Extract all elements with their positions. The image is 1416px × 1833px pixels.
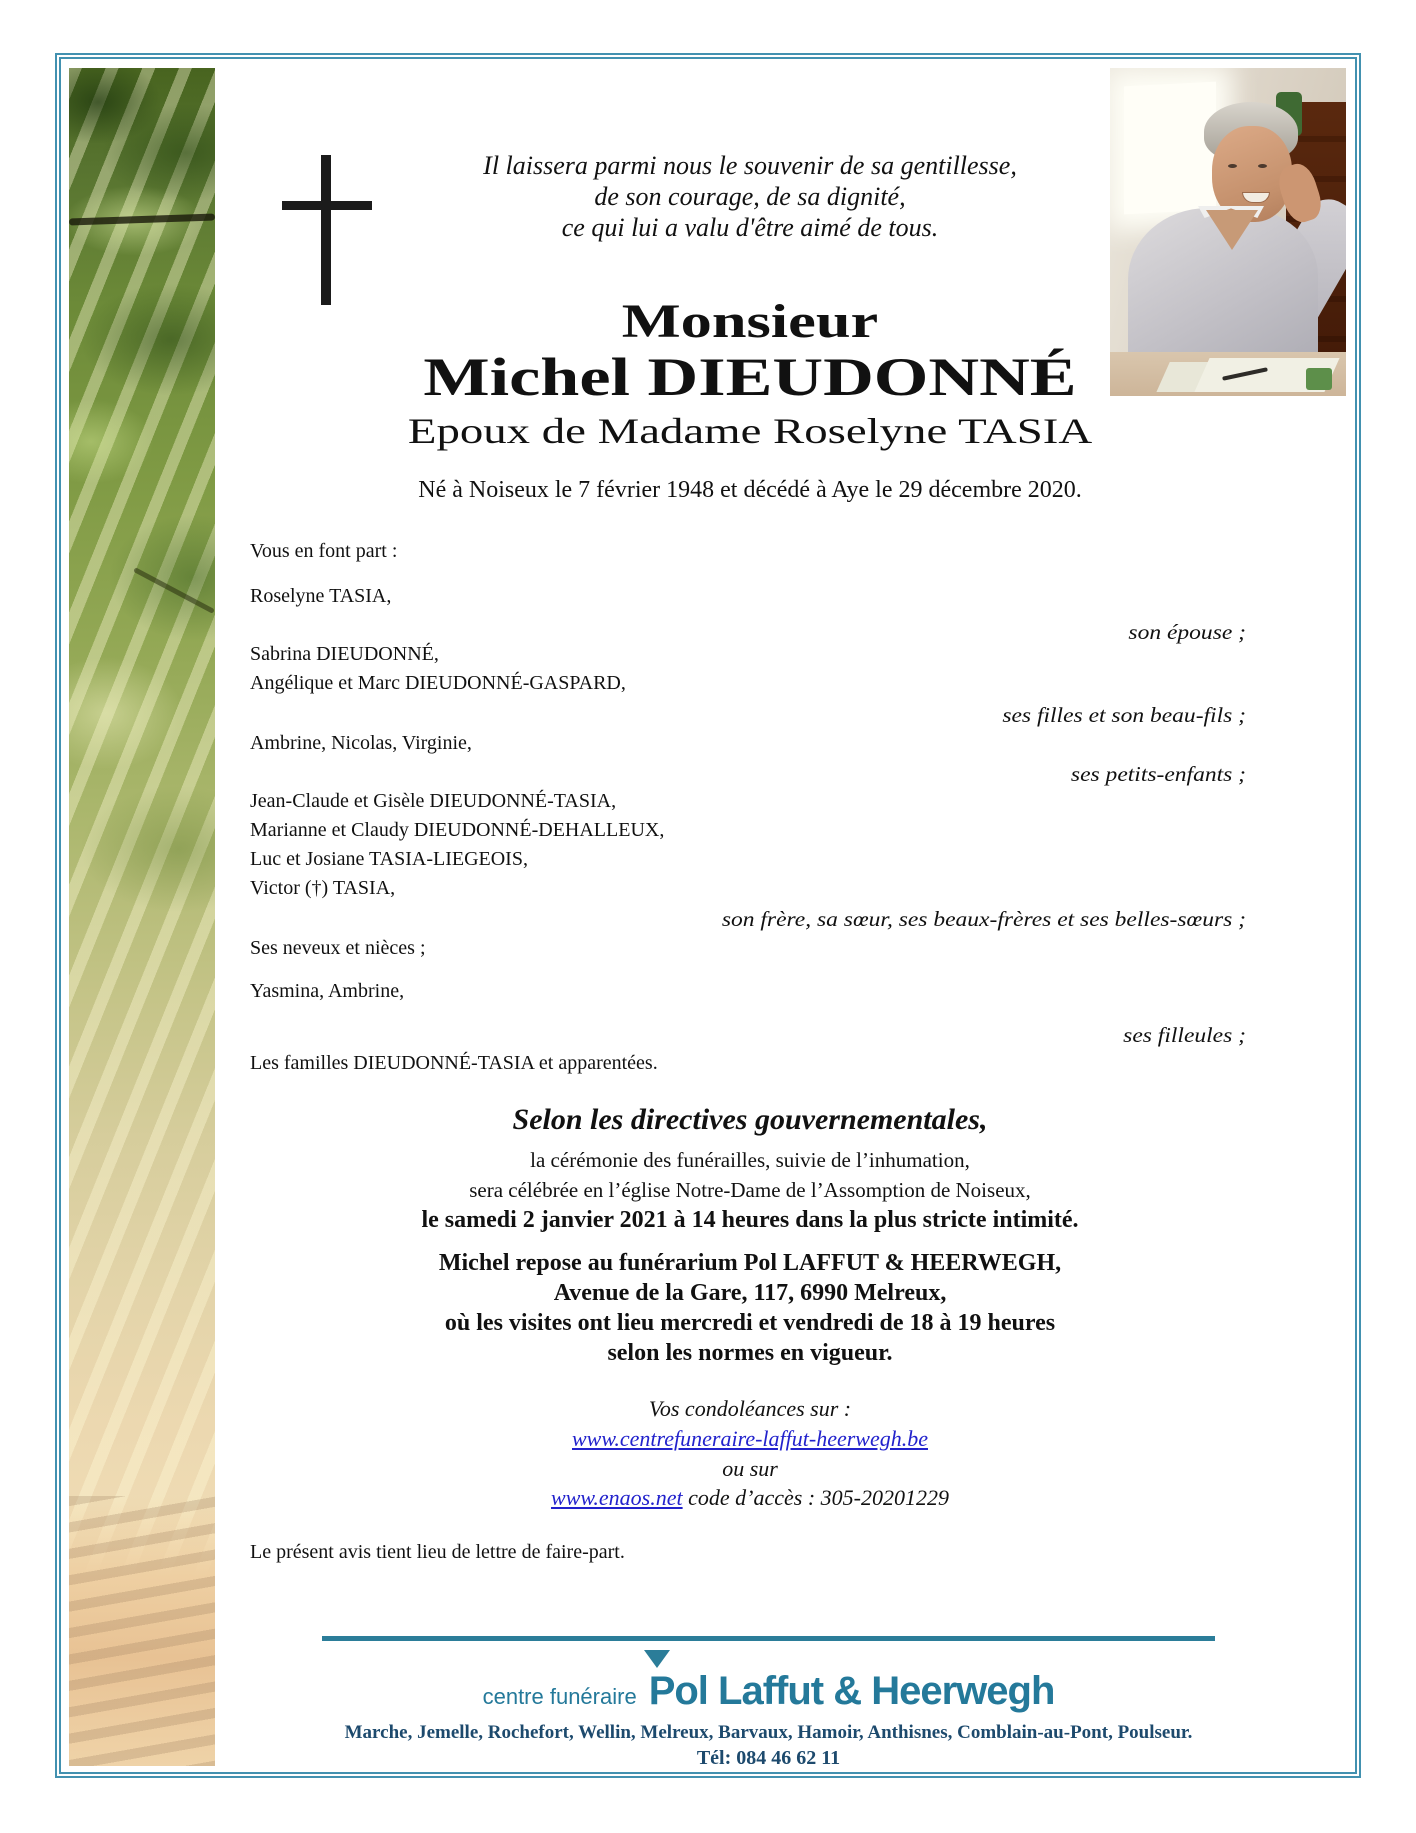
visits-line2: selon les normes en vigueur. [607,1340,893,1366]
spouse-subtitle: Epoux de Madame Roselyne TASIA [407,411,1093,451]
tree-branch [133,567,215,614]
enaos-link[interactable]: www.enaos.net [551,1485,683,1510]
family-line: Luc et Josiane TASIA-LIEGEOIS, [250,848,528,870]
eye [1258,164,1267,168]
ceremony-line: sera célébrée en l’église Notre-Dame de l’Assomption de Noiseux, [469,1178,1031,1202]
condolences-label: Vos condoléances sur : [648,1396,852,1421]
relation-label: ses petits-enfants ; [1070,762,1246,786]
sunlit-path [69,1496,215,1766]
title-monsieur: Monsieur [621,295,879,348]
funerarium-line: Michel repose au funérarium Pol LAFFUT & HEERWEGH, [438,1250,1062,1276]
family-line: Ambrine, Nicolas, Virginie, [250,732,472,754]
brand-small-label: centre funéraire [482,1684,637,1709]
ceremony-line: la cérémonie des funérailles, suivie de l’inhumation, [530,1148,970,1172]
relation-label: ses filles et son beau-fils ; [1002,703,1246,727]
family-line: Roselyne TASIA, [250,585,392,607]
birth-death-line: Né à Noiseux le 7 février 1948 et décédé à Aye le 29 décembre 2020. [418,477,1082,503]
family-line: Jean-Claude et Gisèle DIEUDONNÉ-TASIA, [250,790,617,812]
family-line: Ses neveux et nièces ; [250,937,426,959]
intro-line: Vous en font part : [250,540,398,562]
access-code: code d’accès : 305-20201229 [682,1485,949,1510]
family-line: Victor (†) TASIA, [250,877,396,899]
directives-heading: Selon les directives gouvernementales, [512,1103,988,1136]
footer-phone: Tél: 084 46 62 11 [696,1747,841,1769]
families-line: Les familles DIEUDONNÉ-TASIA et apparentées. [250,1052,658,1074]
funeral-home-footer [322,1636,1215,1770]
relation-label: son frère, sa sœur, ses beaux-frères et ses belles-sœurs ; [721,907,1246,931]
deceased-name: Michel DIEUDONNÉ [423,347,1077,407]
funerarium-address: Avenue de la Gare, 117, 6990 Melreux, [553,1280,947,1306]
faire-part-notice: Le présent avis tient lieu de lettre de faire-part. [250,1541,625,1563]
footer-cities: Marche, Jemelle, Rochefort, Wellin, Melreux, Barvaux, Hamoir, Anthisnes, Comblain-au-Pont, Poulseur. [344,1722,1193,1743]
memorial-quote-line2: de son courage, de sa dignité, [594,182,906,211]
memorial-quote-line1: Il laissera parmi nous le souvenir de sa gentillesse, [483,151,1017,180]
family-line: Sabrina DIEUDONNÉ, [250,643,439,665]
relation-label: ses filleules ; [1123,1023,1246,1047]
visits-line: où les visites ont lieu mercredi et vendredi de 18 à 19 heures [444,1310,1056,1336]
brand-name: Pol Laffut & Heerwegh [648,1669,1055,1713]
family-line: Yasmina, Ambrine, [250,980,405,1002]
footer-brand [322,1641,1215,1714]
ou-sur-label: ou sur [722,1456,778,1481]
family-line: Marianne et Claudy DIEUDONNÉ-DEHALLEUX, [250,819,665,841]
ceremony-date-line: le samedi 2 janvier 2021 à 14 heures dans la plus stricte intimité. [421,1207,1079,1233]
down-triangle-icon [644,1650,670,1668]
condolences-link[interactable]: www.centrefuneraire-laffut-heerwegh.be [572,1426,928,1451]
tree-branch [69,213,215,225]
memorial-quote-line3: ce qui lui a valu d'être aimé de tous. [561,213,939,242]
family-line: Angélique et Marc DIEUDONNÉ-GASPARD, [250,672,626,694]
relation-label: son épouse ; [1128,620,1246,644]
